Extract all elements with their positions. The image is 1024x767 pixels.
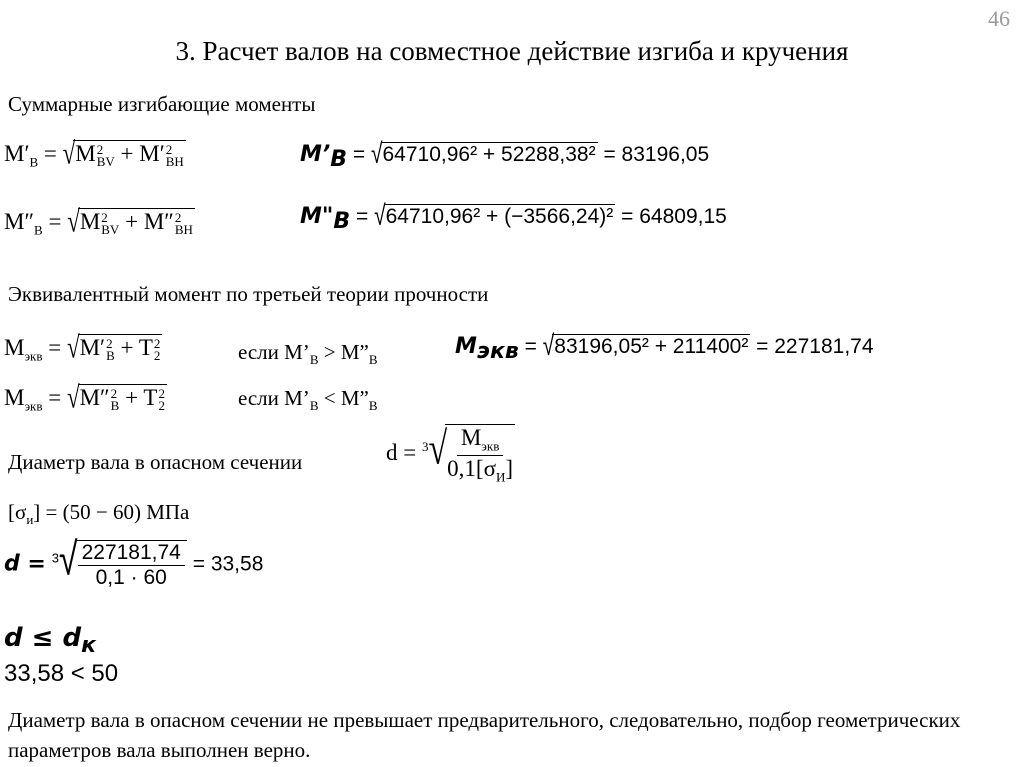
diameter-formula: d = $^3$√ $\frac{M_{экв}}{0,1[\sigma_И]}$ <box>386 424 514 485</box>
diameter-heading: Диаметр вала в опасном сечении <box>8 450 303 474</box>
page-number: 46 <box>988 6 1010 31</box>
diameter-condition: $d \le d_к$ <box>4 623 97 659</box>
conclusion-text: Диаметр вала в опасном сечении не превышает предварительного, следовательно, подбор геометрических параметров вала выполнен верно. <box>8 708 961 762</box>
meq2-condition: если $M’_B$ < $M”_B$ <box>238 386 378 414</box>
diameter-calculation: d = $^3$√ $\frac{227181,74}{0,1 \cdot 60}$ = 33,58 <box>4 533 264 589</box>
mb1-calculation: $M’_B = √64710,96^2 + 52288,38^2 = 83196,05$ <box>300 138 710 173</box>
slide-title: 3. Расчет валов на совместное действие изгиба и кручения <box>175 36 849 66</box>
bending-moments-heading: Суммарные изгибающие моменты <box>8 92 316 116</box>
equivalent-moment-heading: Эквивалентный момент по третьей теории прочности <box>8 282 489 306</box>
allowable-stress: $[\sigma_и] = (50 - 60)$ МПа <box>8 500 190 528</box>
mb2-formula: $M''_B = √M$ 2 BV + M″ 2 BH <box>4 204 193 239</box>
meq1-calculation: $M_{экв} = √83196,05^2 + 211400^2 = 227181,74$ <box>455 330 874 365</box>
meq1-formula: $M_{экв} = √M'$ 2 B + T 2 2 <box>4 330 161 365</box>
meq1-condition: если $M’_B$ > $M”_B$ <box>238 340 378 368</box>
mb1-formula: $M'_B = √M$ 2 BV + M′ 2 BH <box>4 136 184 171</box>
diameter-numeric-condition: 33,58 < 50 <box>4 660 119 687</box>
meq2-formula: $M_{экв} = √M''$ 2 B + T 2 2 <box>4 380 165 415</box>
mb2-calculation: $M"_B = √64710,96^2 + (-3566,24)^2 = 64809,15$ <box>300 200 727 235</box>
